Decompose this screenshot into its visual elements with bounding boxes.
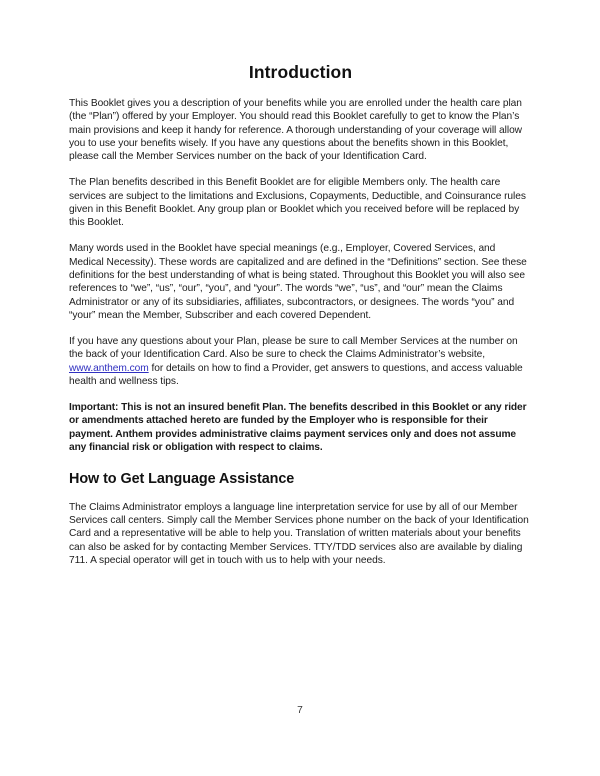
paragraph-language-assistance: The Claims Administrator employs a language line interpretation service for use by all of our Member Services call centers. Simply call the Member Services phone number on the back of your Identification Card and a representative will be able to help you. Translation of written materials about your benefits can also be asked for by contacting Member Services. TTY/TDD services also are available by dialing 711. A special operator will get in touch with us to help with your needs. xyxy=(69,501,529,567)
page-number: 7 xyxy=(297,705,303,716)
page-title: Introduction xyxy=(248,62,353,82)
paragraph-member-services-link xyxy=(69,335,532,388)
link-paragraph-text-before: If you have any questions about your Plan, please be sure to call Member Services at the number on the back of your Identification Card. Also be sure to check the Claims Administrator’s website, xyxy=(69,335,518,361)
paragraph-defined-words: Many words used in the Booklet have special meanings (e.g., Employer, Covered Services, and Medical Necessity). These words are capitalized and are defined in the “Definitions” section. See these definitions for the best understanding of what is being stated. Throughout this Booklet you will also see references to “we”, “us”, “our”, “you”, and “your”. The words “we”, “us”, and “our” mean the Claims Administrator or any of its subsidiaries, affiliates, subcontractors, or designees. The words “you” and “your” mean the Member, Subscriber and each covered Dependent. xyxy=(69,243,527,321)
document-content xyxy=(69,62,532,580)
section-heading-language-assistance: How to Get Language Assistance xyxy=(69,471,295,488)
paragraph-plan-benefits: The Plan benefits described in this Benefit Booklet are for eligible Members only. The health care services are subject to the limitations and Exclusions, Copayments, Deductible, and Coinsurance rules given in this Benefit Booklet. Any group plan or Booklet which you received before will be replaced by this Booklet. xyxy=(69,177,526,229)
anthem-website-link[interactable]: www.anthem.com xyxy=(69,362,149,374)
paragraph-booklet-description: This Booklet gives you a description of your benefits while you are enrolled under the health care plan (the “Plan”) offered by your Employer. You should read this Booklet carefully to get to know the Plan’s main provisions and keep it handy for reference. A thorough understanding of your coverage will allow you to use your benefits wisely. If you have any questions about the benefits shown in this Booklet, please call the Member Services number on the back of your Identification Card. xyxy=(69,98,522,163)
paragraph-important-notice: Important: This is not an insured benefit Plan. The benefits described in this Booklet or any rider or amendments attached hereto are funded by the Employer who is responsible for their payment. Anthem provides administrative claims payment services only and does not assume any financial risk or obligation with respect to claims. xyxy=(69,401,527,453)
link-paragraph-text-after: for details on how to find a Provider, get answers to questions, and access valuable health and wellness tips. xyxy=(69,362,523,387)
